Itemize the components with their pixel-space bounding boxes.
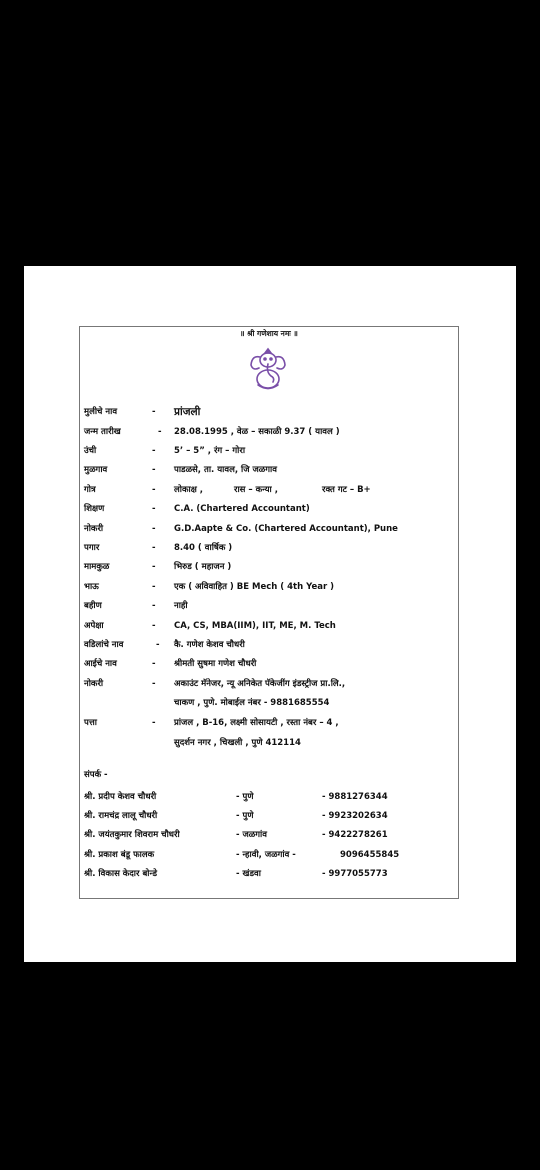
label-bride-name: मुलीचे नाव xyxy=(84,407,118,417)
value-bride-name: प्रांजली xyxy=(174,406,201,418)
biodata-card: ॥ श्री गणेशाय नमः ॥ मुलीचे नाव - प्रांजली जन्म तारीख - 28.08.1995 , वेळ – सकाळी 9.37 ( यावल ) उंची - 5’ – 5” , रंग – गोरा मुळगाव - पाडळसे, ता. यावल, जि जळगाव गोत्र - लोकाक्ष , रास – कन्या , रक्त गट – B+ शिक्षण - C.A. (Chartered Accountant) नोकरी - G.D.Aapte & Co. (Chartered Accountant), Pune पगार - 8.40 ( वार्षिक ) मामकुळ - भिरुड ( महाजन ) भाऊ - एक ( अविवाहित ) BE Mech ( 4th Year ) बहीण - नाही अपेक्षा - CA, CS, MBA(IIM), IIT, ME, M. Tech वडिलांचे नाव - कै. गणेश केशव चौधरी आईचे नाव - श्रीमती सुषमा गणेश चौधरी नोकरी - अकाउंट मॅनेजर, न्यू अनिकेत पॅकेजींग इंडस्ट्रीज प्रा.लि., चाकण , पुणे. मोबाईल नंबर - 9881685554 पत्ता - प्रांजल , B-16, लक्ष्मी सोसायटी , रस्ता नंबर – 4 , सुदर्शन नगर , चिखली , पुणे 412114 संपर्क - श्री. प्रदीप केशव चौधरी - पुणे - 9881276344 श्री. रामचंद्र लालू चौधरी - पुणे - 9923202634 श्री. जयंतकुमार शिवराम चौधरी - जळगांव - 9422278261 श्री. प्रकाश बंडू फालक - न्हावी, जळगांव - 9096455845 श्री. विकास केदार बोन्डे - खंडवा - 9977055773 xyxy=(79,326,459,899)
document-page xyxy=(24,266,516,962)
ganesha-icon xyxy=(244,345,292,393)
blessing-header: ॥ श्री गणेशाय नमः ॥ xyxy=(240,329,298,338)
